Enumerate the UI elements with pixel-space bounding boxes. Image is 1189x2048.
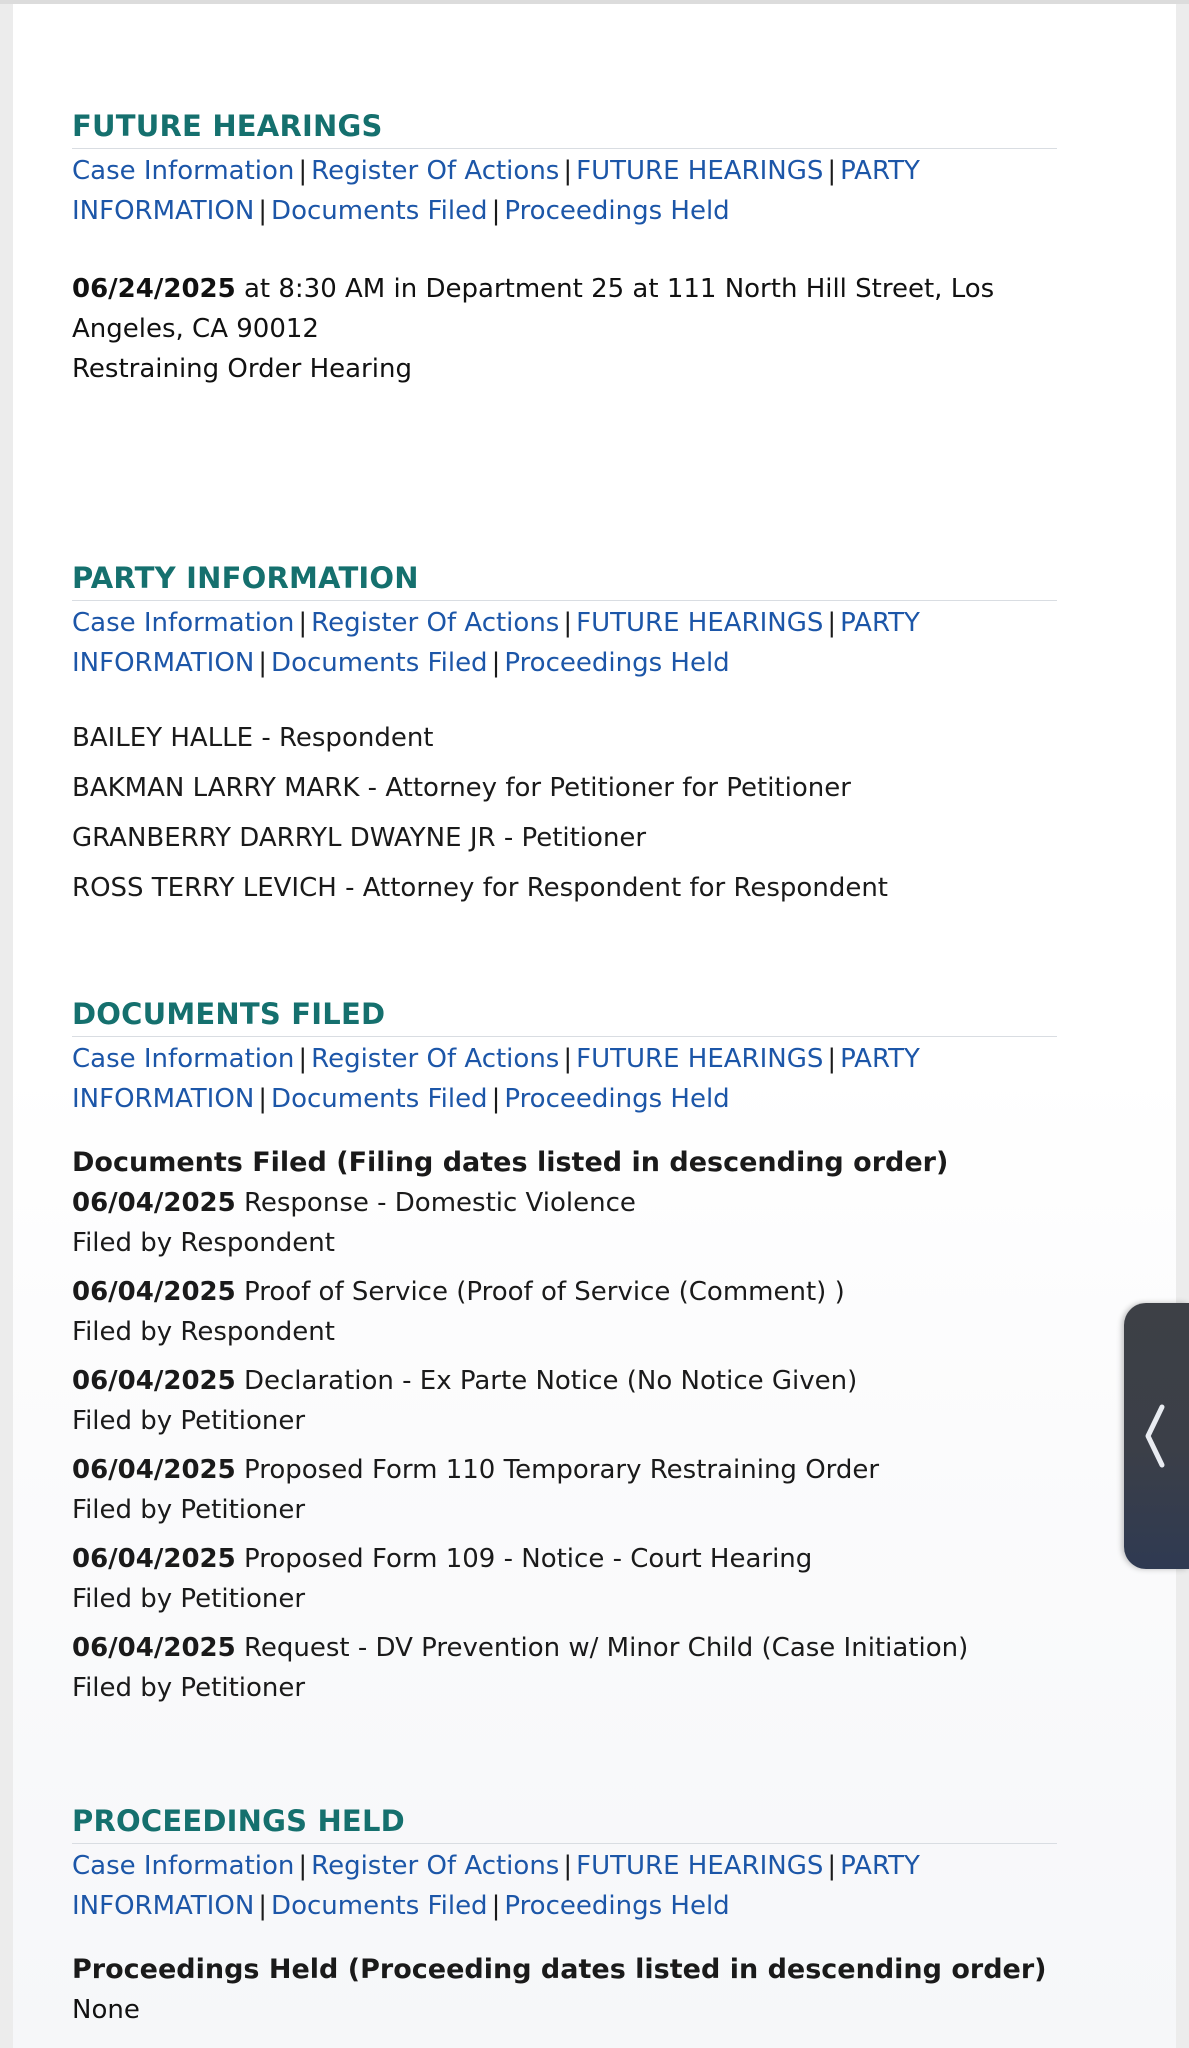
nav-proceedings-held-link[interactable]: Proceedings Held <box>504 1084 730 1114</box>
nav-proceedings-held-link[interactable]: Proceedings Held <box>504 1891 730 1921</box>
nav-case-information-link[interactable]: Case Information <box>72 608 295 638</box>
nav-future-hearings-link[interactable]: FUTURE HEARINGS <box>576 156 824 186</box>
nav-separator: | <box>563 156 573 186</box>
document-item <box>72 1628 1057 1708</box>
nav-separator: | <box>491 1084 501 1114</box>
document-description: Proof of Service (Proof of Service (Comment) ) <box>235 1277 845 1307</box>
document-item <box>72 1450 1057 1530</box>
future-hearings-title: FUTURE HEARINGS <box>72 108 1057 149</box>
document-item <box>72 1361 1057 1441</box>
nav-party-line1: PARTY <box>840 156 920 186</box>
party-item: ROSS TERRY LEVICH - Attorney for Respondent for Respondent <box>72 873 888 903</box>
nav-documents-filed-link[interactable]: Documents Filed <box>271 1084 488 1114</box>
party-item: GRANBERRY DARRYL DWAYNE JR - Petitioner <box>72 823 647 853</box>
document-filed-by: Filed by Respondent <box>72 1317 335 1347</box>
document-description: Request - DV Prevention w/ Minor Child (Case Initiation) <box>235 1633 969 1663</box>
nav-separator: | <box>827 1851 837 1881</box>
nav-separator: | <box>563 1851 573 1881</box>
documents-list <box>72 1183 1057 1708</box>
party-information-section <box>72 560 1057 913</box>
document-date: 06/04/2025 <box>72 1544 236 1574</box>
document-filed-by: Filed by Petitioner <box>72 1495 306 1525</box>
document-date: 06/04/2025 <box>72 1188 236 1218</box>
proceedings-held-title: PROCEEDINGS HELD <box>72 1803 1057 1844</box>
nav-separator: | <box>298 608 308 638</box>
party-item: BAILEY HALLE - Respondent <box>72 723 434 753</box>
nav-separator: | <box>258 648 268 678</box>
nav-separator: | <box>298 1044 308 1074</box>
section-nav <box>72 1846 1057 1926</box>
document-filed-by: Filed by Petitioner <box>72 1673 306 1703</box>
hearing-location-line2: Angeles, CA 90012 <box>72 314 319 344</box>
section-nav <box>72 603 1057 683</box>
document-filed-by: Filed by Petitioner <box>72 1406 306 1436</box>
document-date: 06/04/2025 <box>72 1366 236 1396</box>
nav-separator: | <box>258 1084 268 1114</box>
nav-separator: | <box>563 608 573 638</box>
nav-future-hearings-link[interactable]: FUTURE HEARINGS <box>576 608 824 638</box>
nav-documents-filed-link[interactable]: Documents Filed <box>271 648 488 678</box>
party-item: BAKMAN LARRY MARK - Attorney for Petitioner for Petitioner <box>72 773 851 803</box>
proceedings-held-heading: Proceedings Held (Proceeding dates listed in descending order) <box>72 1954 1047 1985</box>
nav-documents-filed-link[interactable]: Documents Filed <box>271 1891 488 1921</box>
nav-proceedings-held-link[interactable]: Proceedings Held <box>504 196 730 226</box>
nav-party-line2: INFORMATION <box>72 648 255 678</box>
nav-separator: | <box>827 608 837 638</box>
document-date: 06/04/2025 <box>72 1455 236 1485</box>
party-information-title: PARTY INFORMATION <box>72 560 1057 601</box>
future-hearings-section <box>72 108 1057 389</box>
nav-register-of-actions-link[interactable]: Register Of Actions <box>311 1044 560 1074</box>
nav-party-line2: INFORMATION <box>72 196 255 226</box>
nav-future-hearings-link[interactable]: FUTURE HEARINGS <box>576 1044 824 1074</box>
nav-separator: | <box>563 1044 573 1074</box>
document-description: Proposed Form 110 Temporary Restraining Order <box>235 1455 880 1485</box>
document-filed-by: Filed by Petitioner <box>72 1584 306 1614</box>
nav-separator: | <box>491 196 501 226</box>
side-panel-toggle-button[interactable] <box>1124 1303 1189 1569</box>
hearing-date: 06/24/2025 <box>72 274 236 304</box>
hearing-location-line1: at 8:30 AM in Department 25 at 111 North Hill Street, Los <box>235 274 995 304</box>
document-date: 06/04/2025 <box>72 1633 236 1663</box>
nav-party-line2: INFORMATION <box>72 1891 255 1921</box>
nav-register-of-actions-link[interactable]: Register Of Actions <box>311 156 560 186</box>
document-item <box>72 1272 1057 1352</box>
nav-separator: | <box>827 156 837 186</box>
documents-filed-title: DOCUMENTS FILED <box>72 996 1057 1037</box>
party-list <box>72 713 1057 913</box>
nav-party-line1: PARTY <box>840 1851 920 1881</box>
section-nav <box>72 151 1057 231</box>
hearing-details <box>72 269 1057 389</box>
nav-register-of-actions-link[interactable]: Register Of Actions <box>311 1851 560 1881</box>
document-description: Response - Domestic Violence <box>235 1188 636 1218</box>
nav-separator: | <box>827 1044 837 1074</box>
nav-future-hearings-link[interactable]: FUTURE HEARINGS <box>576 1851 824 1881</box>
nav-party-line1: PARTY <box>840 1044 920 1074</box>
nav-proceedings-held-link[interactable]: Proceedings Held <box>504 648 730 678</box>
nav-case-information-link[interactable]: Case Information <box>72 156 295 186</box>
document-description: Declaration - Ex Parte Notice (No Notice Given) <box>235 1366 858 1396</box>
nav-separator: | <box>491 648 501 678</box>
proceedings-held-section <box>72 1803 1057 2030</box>
chevron-left-icon <box>1140 1401 1170 1471</box>
document-filed-by: Filed by Respondent <box>72 1228 335 1258</box>
nav-separator: | <box>491 1891 501 1921</box>
proceedings-held-value: None <box>72 1995 140 2025</box>
nav-party-line1: PARTY <box>840 608 920 638</box>
nav-separator: | <box>258 1891 268 1921</box>
nav-documents-filed-link[interactable]: Documents Filed <box>271 196 488 226</box>
nav-case-information-link[interactable]: Case Information <box>72 1044 295 1074</box>
nav-party-line2: INFORMATION <box>72 1084 255 1114</box>
nav-separator: | <box>298 156 308 186</box>
document-item <box>72 1183 1057 1263</box>
documents-filed-section <box>72 996 1057 1717</box>
nav-separator: | <box>258 196 268 226</box>
section-nav <box>72 1039 1057 1119</box>
nav-case-information-link[interactable]: Case Information <box>72 1851 295 1881</box>
document-item <box>72 1539 1057 1619</box>
nav-separator: | <box>298 1851 308 1881</box>
document-description: Proposed Form 109 - Notice - Court Hearing <box>235 1544 813 1574</box>
hearing-type: Restraining Order Hearing <box>72 354 412 384</box>
document-date: 06/04/2025 <box>72 1277 236 1307</box>
nav-register-of-actions-link[interactable]: Register Of Actions <box>311 608 560 638</box>
page-content <box>13 4 1176 2048</box>
documents-filed-heading: Documents Filed (Filing dates listed in descending order) <box>72 1147 949 1178</box>
